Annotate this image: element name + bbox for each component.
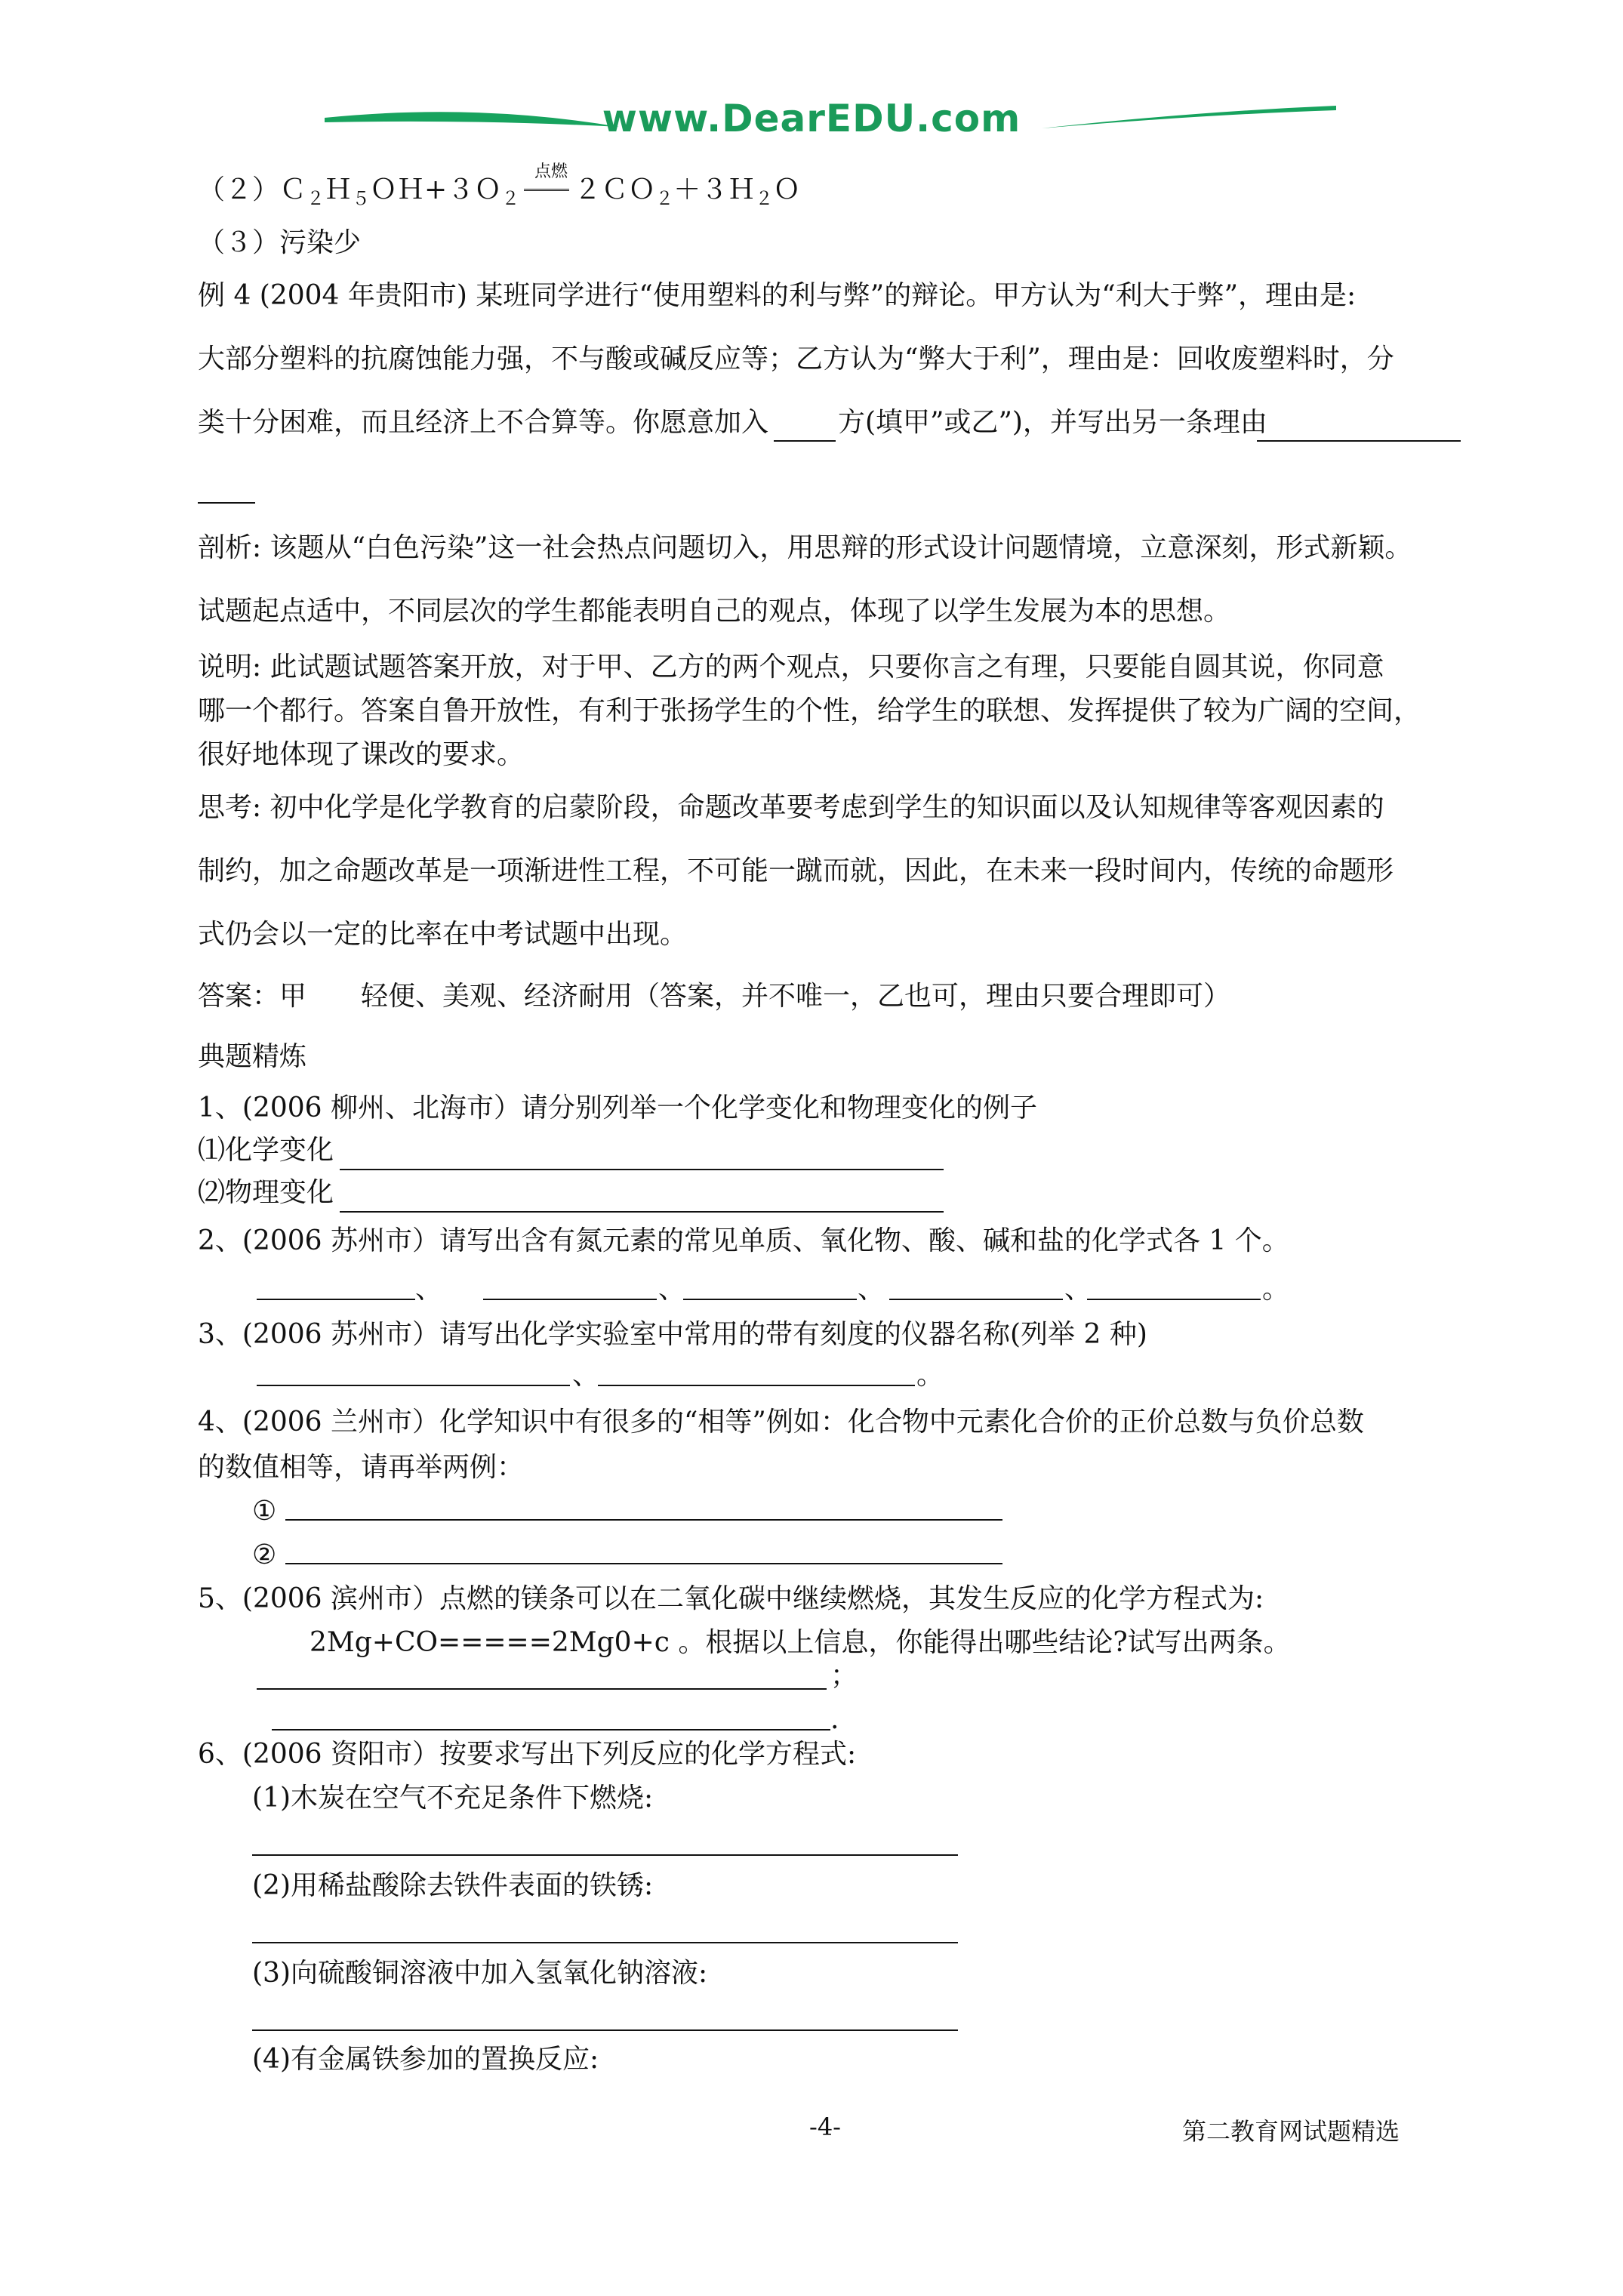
formula-line: （２）Ｃ$_2$Ｈ$_5$ＯＨ+３Ｏ$_2$ ２ＣＯ$_2$＋３Ｈ$_2$Ｏ: [198, 174, 801, 209]
blank-2e: [1087, 1299, 1261, 1300]
sep: 、: [415, 1274, 443, 1305]
example-4-line-2: 大部分塑料的抗腐蚀能力强，不与酸或碱反应等；乙方认为“弊大于利”，理由是：回收废塑料时，分: [198, 344, 1394, 374]
section-title: 典题精炼: [198, 1041, 307, 1072]
reaction-arrow: [524, 189, 569, 191]
reason-blank: [1257, 440, 1461, 442]
footer-source: 第二教育网试题精选: [1182, 2117, 1400, 2146]
question-1a: ⑴化学变化: [198, 1135, 334, 1166]
reason-blank-cont: [198, 502, 255, 504]
question-1b: ⑵物理变化: [198, 1177, 334, 1208]
semicolon: ；: [830, 1660, 858, 1691]
explain-line-2: 哪一个都行。答案自鲁开放性，有利于张扬学生的个性，给学生的联想、发挥提供了较为广阔的空间，: [198, 695, 1421, 726]
blank-6b: [252, 1942, 958, 1943]
question-3: 3、(2006 苏州市）请写出化学实验室中常用的带有刻度的仪器名称(列举 2 种): [198, 1319, 1147, 1350]
blank-4a: [285, 1519, 1002, 1521]
blank-3b: [598, 1385, 915, 1386]
end: 。: [1262, 1274, 1290, 1305]
blank-1a: [340, 1169, 944, 1170]
question-6a: (1)木炭在空气不充足条件下燃烧:: [252, 1783, 654, 1814]
site-logo-text: www.DearEDU.com: [602, 97, 1021, 140]
blank-2b: [483, 1299, 657, 1300]
question-4b: ②: [252, 1539, 277, 1570]
line-3: （３）污染少: [198, 227, 362, 258]
reaction-condition: 点燃: [534, 162, 568, 181]
answer-blank: [774, 440, 836, 442]
question-6d: (4)有金属铁参加的置换反应:: [252, 2044, 599, 2075]
question-4-line-1: 4、(2006 兰州市）化学知识中有很多的“相等”例如：化合物中元素化合价的正价总数与负价总数: [198, 1407, 1364, 1438]
think-line-1: 思考: 初中化学是化学教育的启蒙阶段，命题改革要考虑到学生的知识面以及认知规律等客观因素的: [198, 792, 1384, 823]
question-6b: (2)用稀盐酸除去铁件表面的铁锈:: [252, 1870, 654, 1901]
question-2: 2、(2006 苏州市）请写出含有氮元素的常见单质、氧化物、酸、碱和盐的化学式各 1 个。: [198, 1225, 1289, 1256]
explain-line-1: 说明: 此试题试题答案开放，对于甲、乙方的两个观点，只要你言之有理，只要能自圆其说，你同意: [198, 652, 1384, 683]
blank-2c: [683, 1299, 857, 1300]
blank-3a: [257, 1385, 570, 1386]
question-6: 6、(2006 资阳市）按要求写出下列反应的化学方程式:: [198, 1739, 857, 1770]
blank-5b: [272, 1729, 830, 1730]
think-line-2: 制约，加之命题改革是一项渐进性工程，不可能一蹴而就，因此，在未来一段时间内，传统的命题形: [198, 855, 1394, 886]
sep: 、: [858, 1274, 885, 1305]
question-4a: ①: [252, 1496, 277, 1527]
blank-5a: [257, 1688, 827, 1690]
sep: 、: [658, 1274, 686, 1305]
end: 。: [916, 1360, 944, 1391]
analysis-line-1: 剖析: 该题从“白色污染”这一社会热点问题切入，用思辩的形式设计问题情境，立意深刻，形式新颖。: [198, 532, 1412, 563]
question-4-line-2: 的数值相等，请再举两例：: [198, 1452, 525, 1483]
blank-1b: [340, 1211, 944, 1213]
example-4-line-3a: 类十分困难，而且经济上不合算等。你愿意加入: [198, 407, 769, 438]
analysis-line-2: 试题起点适中，不同层次的学生都能表明自己的观点，体现了以学生发展为本的思想。: [198, 596, 1231, 627]
question-1: 1、(2006 柳州、北海市）请分别列举一个化学变化和物理变化的例子: [198, 1093, 1038, 1123]
blank-6c: [252, 2029, 958, 2031]
think-line-3: 式仍会以一定的比率在中考试题中出现。: [198, 919, 688, 950]
answer-line: 答案：甲 轻便、美观、经济耐用（答案，并不唯一，乙也可，理由只要合理即可）: [198, 981, 1231, 1012]
example-4-line-1: 例 4 (2004 年贵阳市) 某班同学进行“使用塑料的利与弊”的辩论。甲方认为“利大于弊”，理由是:: [198, 280, 1357, 311]
blank-6a: [252, 1854, 958, 1856]
sep: 、: [1064, 1274, 1092, 1305]
blank-2d: [889, 1299, 1063, 1300]
blank-4b: [285, 1563, 1002, 1564]
sep: 、: [572, 1360, 600, 1391]
explain-line-3: 很好地体现了课改的要求。: [198, 739, 525, 770]
question-5-line-1: 5、(2006 滨州市）点燃的镁条可以在二氧化碳中继续燃烧，其发生反应的化学方程式为:: [198, 1583, 1264, 1614]
question-6c: (3)向硫酸铜溶液中加入氢氧化钠溶液:: [252, 1958, 708, 1989]
blank-2a: [257, 1299, 415, 1300]
question-5-line-2: 2Mg+CO=====2Mg0+c 。根据以上信息，你能得出哪些结论?试写出两条。: [310, 1627, 1291, 1658]
example-4-line-3b: 方(填甲”或乙”)，并写出另一条理由: [838, 407, 1267, 438]
page-number: -4-: [809, 2113, 841, 2141]
period: .: [830, 1704, 839, 1735]
